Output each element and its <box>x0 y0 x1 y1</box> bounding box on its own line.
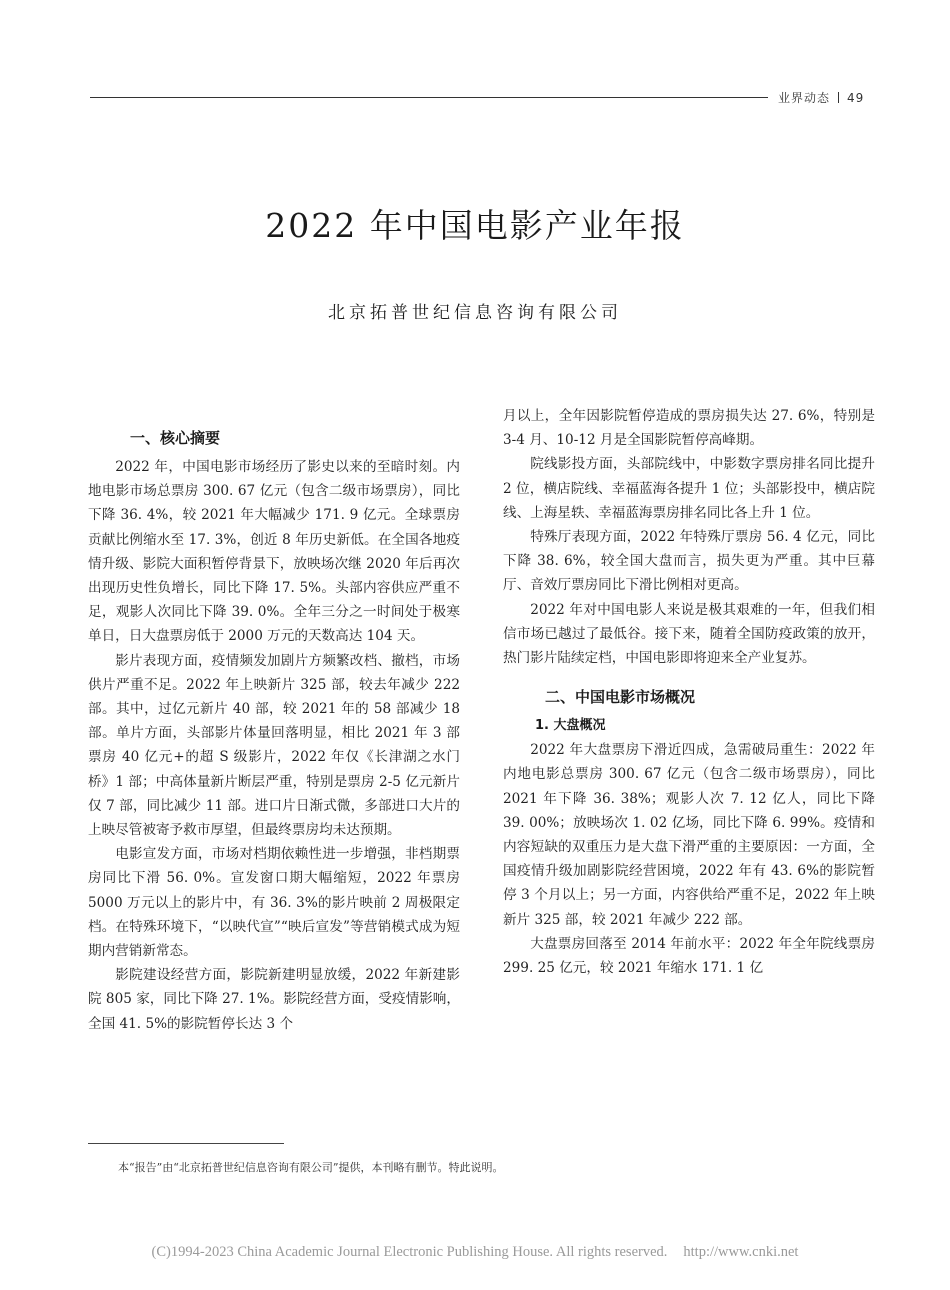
paragraph: 院线影投方面，头部院线中，中影数字票房排名同比提升 2 位，横店院线、幸福蓝海各提升 1 位；头部影投中，横店院线、上海星轶、幸福蓝海票房排名同比各上升 1 位。 <box>503 456 875 521</box>
paragraph: 2022 年，中国电影市场经历了影史以来的至暗时刻。内地电影市场总票房 300. 67 亿元（包含二级市场票房），同比下降 36. 4%，较 2021 年大幅减少 171. 9 亿元。全球票房贡献比例缩水至 17. 3%，创近 8 年历史新低。在全国各地疫情升级、影院大面积暂停背景下，放映场次继 2020 年后再次出现历史性负增长，同比下降 17. 5%。头部内容供应严重不足，观影人次同比下降 39. 0%。全年三分之一时间处于极寒单日，日大盘票房低于 2000 万元的天数高达 104 天。 <box>88 459 460 645</box>
running-header <box>778 89 864 106</box>
paragraph: 特殊厅表现方面，2022 年特殊厅票房 56. 4 亿元，同比下降 38. 6%，较全国大盘而言，损失更为严重。其中巨幕厅、音效厅票房同比下滑比例相对更高。 <box>503 529 875 594</box>
header-section: 业界动态 <box>778 91 831 105</box>
footnote-rule <box>88 1143 284 1144</box>
copyright-watermark <box>0 1244 950 1261</box>
paragraph: 2022 年大盘票房下滑近四成，急需破局重生：2022 年内地电影总票房 300. 67 亿元（包含二级市场票房），同比 2021 年下降 36. 38%；观影人次 7. 12 亿人，同比下降 39. 00%；放映场次 1. 02 亿场，同比下降 6. 99%。疫情和内容短缺的双重压力是大盘下滑严重的主要原因：一方面，全国疫情升级加剧影院经营困境，2022 年有 43. 6%的影院暂停 3 个月以上；另一方面，内容供给严重不足，2022 年上映新片 325 部，较 2021 年减少 222 部。 <box>503 742 875 928</box>
spacer <box>503 670 875 684</box>
section-heading-2: 二、中国电影市场概况 <box>545 688 696 707</box>
footnote: 本“报告”由“北京拓普世纪信息咨询有限公司”提供，本刊略有删节。特此说明。 <box>118 1161 504 1174</box>
paragraph: 2022 年对中国电影人来说是极其艰难的一年，但我们相信市场已越过了最低谷。接下来，随着全国防疫政策的放开，热门影片陆续定档，中国电影即将迎来全产业复苏。 <box>503 601 875 667</box>
left-column <box>88 425 460 1036</box>
right-column <box>503 404 875 980</box>
section-heading-1: 一、核心摘要 <box>130 429 221 447</box>
paragraph: 影片表现方面，疫情频发加剧片方频繁改档、撤档，市场供片严重不足。2022 年上映新片 325 部，较去年减少 222 部。其中，过亿元新片 40 部，较 2021 年的 58 部减少 18 部。单片方面，头部影片体量回落明显，相比 2021 年 3 部票房 40 亿元+的超 S 级影片，2022 年仅《长津湖之水门桥》1 部；中高体量新片断层严重，特别是票房 2-5 亿元新片仅 7 部，同比减少 11 部。进口片日渐式微，多部进口大片的上映尽管被寄予救市厚望，但最终票房均未达预期。 <box>88 652 460 839</box>
paragraph: 影院建设经营方面，影院新建明显放缓，2022 年新建影院 805 家，同比下降 27. 1%。影院经营方面，受疫情影响，全国 41. 5%的影院暂停长达 3 个 <box>88 967 460 1032</box>
copyright-url[interactable]: http://www.cnki.net <box>683 1244 799 1260</box>
paragraph: 大盘票房回落至 2014 年前水平：2022 年全年院线票房 299. 25 亿元，较 2021 年缩水 171. 1 亿 <box>503 935 875 977</box>
header-rule <box>90 97 768 98</box>
subsection-heading: 1. 大盘概况 <box>535 718 606 734</box>
paragraph: 电影宣发方面，市场对档期依赖性进一步增强，非档期票房同比下滑 56. 0%。宣发窗口期大幅缩短，2022 年票房 5000 万元以上的影片中，有 36. 3%的影片映前 2 周极限定档。在特殊环境下，“以映代宣”“映后宣发”等营销模式成为短期内营销新常态。 <box>88 846 460 960</box>
header-separator <box>838 92 839 103</box>
article-title: 2022 年中国电影产业年报 <box>265 206 685 245</box>
copyright-text: (C)1994-2023 China Academic Journal Electronic Publishing House. All rights reserved. <box>151 1244 668 1260</box>
article-author: 北京拓普世纪信息咨询有限公司 <box>328 303 622 323</box>
header-page-number: 49 <box>847 91 865 105</box>
paragraph-continued: 月以上，全年因影院暂停造成的票房损失达 27. 6%，特别是 3-4 月、10-12 月是全国影院暂停高峰期。 <box>503 408 875 449</box>
